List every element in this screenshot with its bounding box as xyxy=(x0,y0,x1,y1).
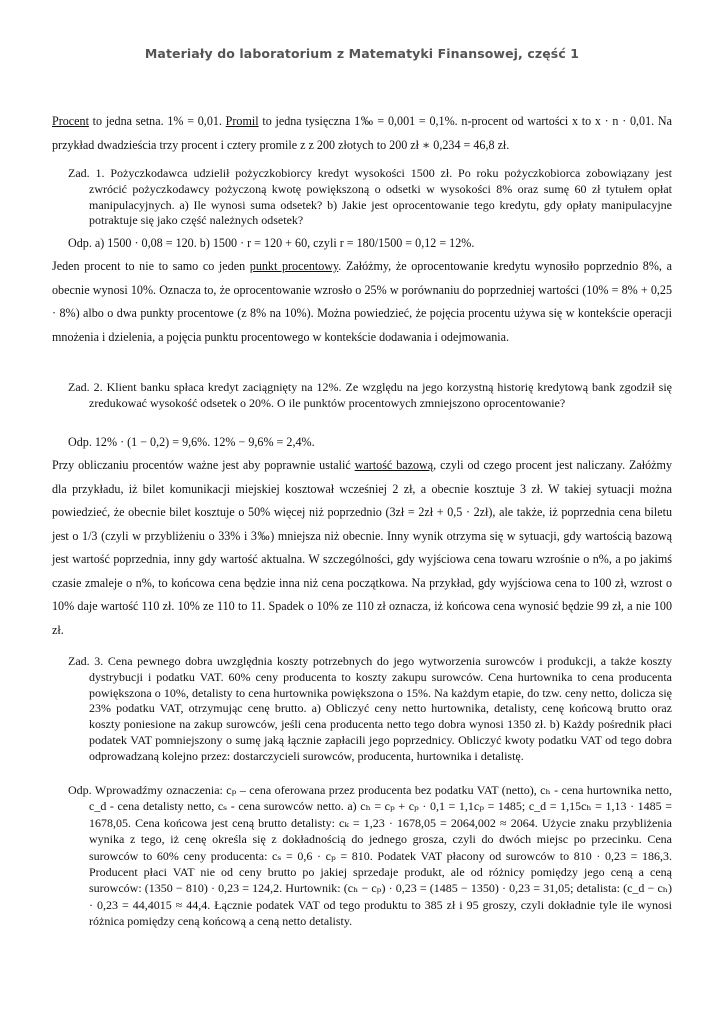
intro-text-1: to jedna setna. 1% = 0,01. xyxy=(88,114,226,128)
para2-text-2: . Załóżmy, że oprocentowanie kredytu wynosiło poprzednio 8%, a obecnie wynosi 10%. Oznacza to, że oprocentowanie wzrosło o 25% w porównaniu do poprzedniej wartości (10% = 8% + 0,25 · 8%) albo o dwa punkty procentowe (z 8% na 10%). Można powiedzieć, że pojęcia procentu używa się w kontekście operacji mnożenia i dzielenia, a pojęcia punktu procentowego w kontekście dodawania i odejmowania. xyxy=(52,259,676,344)
term-promil: Promil xyxy=(225,114,259,128)
term-punkt-procentowy: punkt procentowy xyxy=(249,259,339,273)
para2-text-1: Jeden procent to nie to samo co jeden xyxy=(52,259,250,273)
para3-text-1: Przy obliczaniu procentów ważne jest aby poprawnie ustalić xyxy=(52,458,355,472)
intro-paragraph xyxy=(52,110,676,157)
paragraph-punkt-procentowy xyxy=(52,255,676,349)
term-procent: Procent xyxy=(52,114,89,128)
page-title: Materiały do laboratorium z Matematyki Finansowej, część 1 xyxy=(144,46,580,61)
exercise-3: Zad. 3. Cena pewnego dobra uwzględnia koszty potrzebnych do jego wytworzenia surowców i produkcji, a także koszty dystrybucji i podatku VAT. 60% ceny producenta to koszty zakupu surowców. Cena hurtownika to cena producenta powiększona o 10%, detalisty to cena hurtownika powiększona o 15%. Na każdym etapie, do tzw. ceny netto, dolicza się 23% podatku VAT, otrzymując cenę brutto. a) Obliczyć ceny netto hurtownika, detalisty, cenę końcową brutto oraz koszty poniesione na zakup surowców, jeśli cena producenta netto tego dobra wynosi 1350 zł. b) Każdy pośrednik płaci podatek VAT pomniejszony o sumę jaką łącznie zapłacili jego poprzednicy. Obliczyć kwoty podatku VAT od tego dobra odprowadzaną kolejno przez: dostarczycieli surowców, producenta, hurtownika i detalistę. xyxy=(68,654,672,763)
intro-text-2: to jedna tysięczna 1‰ = 0,001 = 0,1%. n-procent od wartości x to x · n · 0,01. Na przykład dwadzieścia trzy procent i cztery promile z z 200 złotych to 200 zł ∗ 0,234 = 46,8 zł. xyxy=(52,114,676,152)
exercise-2: Zad. 2. Klient banku spłaca kredyt zaciągnięty na 12%. Ze względu na jego korzystną historię kredytową bank zgodził się zredukować wysokość odsetek o 20%. O ile punktów procentowych zmniejszono oprocentowanie? xyxy=(68,380,672,410)
answer-1: Odp. a) 1500 · 0,08 = 120. b) 1500 · r = 120 + 60, czyli r = 180/1500 = 0,12 = 12%. xyxy=(68,236,475,250)
answer-3: Odp. Wprowadźmy oznaczenia: cₚ – cena oferowana przez producenta bez podatku VAT (netto), cₕ - cena hurtownika netto, c_d - cena detalisty netto, cₛ - cena surowców netto. a) cₕ = cₚ + cₚ · 0,1 = 1,1cₚ = 1485; c_d = 1,15cₕ = 1,13 · 1485 = 1678,05. Cena końcowa jest ceną brutto detalisty: cₖ = 1,23 · 1678,05 = 2064,002 ≈ 2064. Użycie znaku przybliżenia wynika z tego, iż cenę określa się z dokładnością do jednego grosza, czyli do dwóch miejsc po przecinku. Cena surowców to 60% ceny producenta: cₛ = 0,6 · cₚ = 810. Podatek VAT płacony od surowców to 810 · 0,23 = 186,3. Producent płaci VAT nie od ceny brutto po jakiej sprzedaje produkt, ale od różnicy pomiędzy jego ceną a ceną surowców: (1350 − 810) · 0,23 = 124,2. Hurtownik: (cₕ − cₚ) · 0,23 = (1485 − 1350) · 0,23 = 31,05; detalista: (c_d − cₕ) · 0,23 = 44,4015 ≈ 44,4. Łącznie podatek VAT od tego produktu to 385 zł i 95 groszy, czyli dokładnie tyle ile wynosi różnica pomiędzy ceną końcową a ceną netto detalisty. xyxy=(68,783,672,929)
para3-text-2: , czyli od czego procent jest naliczany. Załóżmy dla przykładu, iż bilet komunikacji miejskiej kosztował wcześniej 2 zł, a obecnie kosztuje 3 zł. W takiej sytuacji można powiedzieć, że obecnie bilet kosztuje o 50% więcej niż poprzednio (3zł = 2zł + 0,5 · 2zł), ale także, iż poprzednia cena biletu jest o 1/3 (czyli w przybliżeniu o 33% i 3‰) mniejsza niż obecnie. Inny wynik otrzyma się w sytuacji, gdy wartością bazową jest wartość poprzednia, inny gdy wartość aktualna. W szczególności, gdy wyjściowa cena towaru wzrośnie o n%, a po jakimś czasie zmaleje o n%, to końcowa cena będzie inna niż cena początkowa. Na przykład, gdy wyjściowa cena to 100 zł, wzrost o 10% daje wartość 110 zł. 10% ze 110 to 11. Spadek o 10% ze 110 zł oznacza, iż końcowa cena wynosić będzie 99 zł, a nie 100 zł. xyxy=(52,458,676,637)
exercise-1: Zad. 1. Pożyczkodawca udzielił pożyczkobiorcy kredyt wysokości 1500 zł. Po roku pożyczkobiorca zobowiązany jest zwrócić pożyczkodawcy pożyczoną kwotę powiększoną o odsetki w wysokości 8% oraz sumę 60 zł tytułem opłat manipulacyjnych. a) Ile wynosi suma odsetek? b) Jakie jest oprocentowanie tego kredytu, gdy opłaty manipulacyjne potraktuje się jako część należnych odsetek? xyxy=(68,166,672,228)
term-wartosc-bazowa: wartość bazową xyxy=(354,458,434,472)
answer-2: Odp. 12% · (1 − 0,2) = 9,6%. 12% − 9,6% = 2,4%. xyxy=(68,435,315,449)
paragraph-wartosc-bazowa xyxy=(52,454,676,642)
